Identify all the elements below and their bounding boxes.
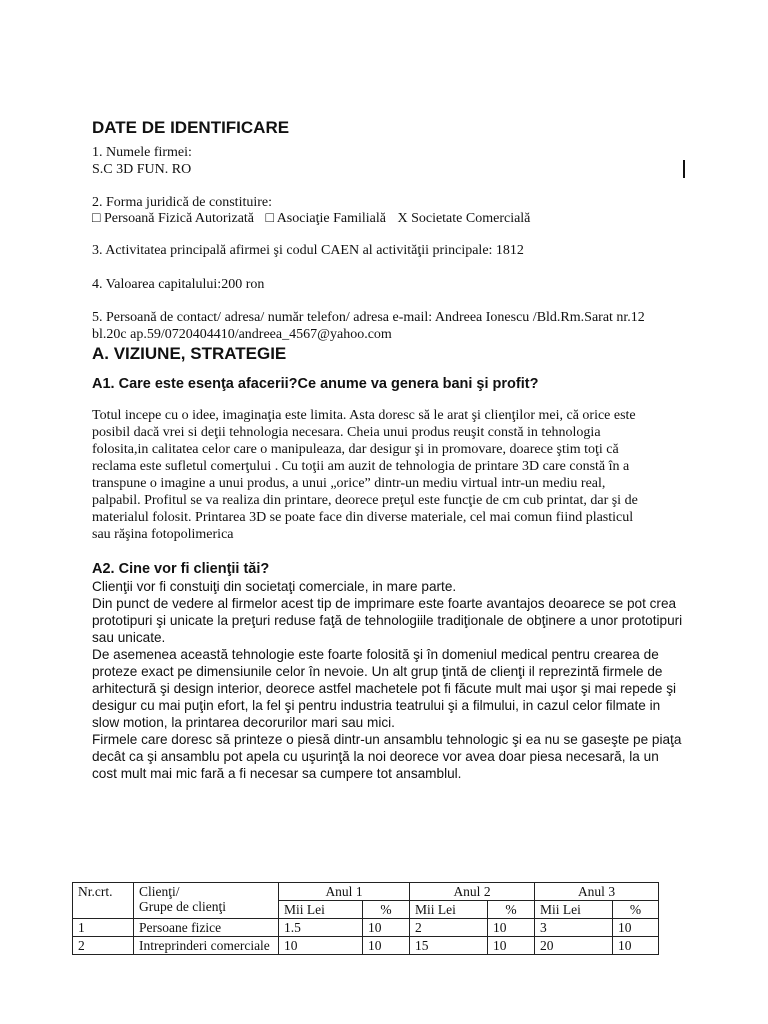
firm-name-value: S.C 3D FUN. RO xyxy=(92,162,192,177)
cell-an1-mii: 1.5 xyxy=(279,919,363,937)
header-an3: Anul 3 xyxy=(535,883,659,901)
header-an2: Anul 2 xyxy=(410,883,535,901)
table-row xyxy=(73,937,659,955)
a2-line: De asemenea această tehnologie este foarte folosită şi în domeniul medical pentru crearea de xyxy=(92,647,659,662)
a1-paragraph xyxy=(92,407,724,543)
a2-paragraph xyxy=(92,578,724,782)
text-cursor xyxy=(683,160,685,178)
a1-line: posibil dacă vrei si deţii tehnologia necesara. Cheia unui produs reuşit constă in tehnologia xyxy=(92,425,601,440)
cell-an3-pct: 10 xyxy=(613,937,659,955)
header-clienti xyxy=(134,883,279,919)
section-title-identificare: DATE DE IDENTIFICARE xyxy=(92,118,290,137)
header-nr: Nr.crt. xyxy=(73,883,134,919)
a2-heading: A2. Cine vor fi clienţii tăi? xyxy=(92,561,270,577)
legal-form-option-af[interactable]: □ Asociaţie Familială xyxy=(265,211,386,226)
a2-line: desigur cu mai puţin efort, la fel şi pentru industria teatrului şi a filmului, in cazul celor filmate in xyxy=(92,698,661,713)
a1-line: palpabil. Profitul se va realiza din printare, deorece preţul este funcţie de cm cub printat, dar şi de xyxy=(92,493,638,508)
header-clienti-line1: Clienţi/ xyxy=(139,884,180,899)
a1-line: sau răşina fotopolimerica xyxy=(92,527,234,542)
legal-form-options xyxy=(92,210,530,227)
subheader-pct: % xyxy=(613,901,659,919)
a2-line: cost mult mai mic fară a fi necesar sa cumpere tot ansamblul. xyxy=(92,766,462,781)
a2-line: Clienţii vor fi constuiţi din societaţi comerciale, in mare parte. xyxy=(92,579,457,594)
legal-form-label: 2. Forma juridică de constituire: xyxy=(92,195,273,210)
cell-an2-mii: 2 xyxy=(410,919,488,937)
cell-an1-pct: 10 xyxy=(363,937,410,955)
contact-line-2: bl.20c ap.59/0720404410/andreea_4567@yahoo.com xyxy=(92,327,392,342)
firm-name-label: 1. Numele firmei: xyxy=(92,145,192,160)
cell-client: Persoane fizice xyxy=(134,919,279,937)
cell-an2-pct: 10 xyxy=(488,919,535,937)
cell-an3-mii: 3 xyxy=(535,919,613,937)
cell-an3-pct: 10 xyxy=(613,919,659,937)
cell-an3-mii: 20 xyxy=(535,937,613,955)
a2-line: sau unicate. xyxy=(92,630,166,645)
header-clienti-line2: Grupe de clienţi xyxy=(139,899,226,914)
a1-line: reclama este sufletul comerţului . Cu toţii am auzit de tehnologia de printare 3D care constă în a xyxy=(92,459,630,474)
a2-line: Firmele care doresc să printeze o piesă dintr-un ansamblu tehnologic şi ea nu se gaseşte pe piaţa xyxy=(92,732,682,747)
a1-line: Totul incepe cu o idee, imaginaţia este limita. Asta doresc să le arat şi clienţilor mei, că orice este xyxy=(92,408,636,423)
cell-client: Intreprinderi comerciale xyxy=(134,937,279,955)
capital-value: 4. Valoarea capitalului:200 ron xyxy=(92,277,265,292)
a2-line: prototipuri şi unicate la preţuri reduse faţă de tehnologiile tradiţionale de obţinere a unor prototipuri xyxy=(92,613,683,628)
legal-form-option-sc[interactable]: X Societate Comercială xyxy=(397,211,531,226)
a2-line: decât ca şi ansamblu pot apela cu uşurinţă la noi deorece vor avea doar piesa necesară, la un xyxy=(92,749,659,764)
cell-an2-mii: 15 xyxy=(410,937,488,955)
cell-nr: 1 xyxy=(73,919,134,937)
section-title-viziune: A. VIZIUNE, STRATEGIE xyxy=(92,344,287,363)
a2-line: Din punct de vedere al firmelor acest tip de imprimare este foarte avantajos deoarece se pot crea xyxy=(92,596,677,611)
subheader-pct: % xyxy=(488,901,535,919)
table-header-row xyxy=(73,883,659,901)
a1-line: folosita,in calitatea celor care o manipuleaza, dar desigur şi in promovare, doarece ştim toţi că xyxy=(92,442,619,457)
clients-table xyxy=(72,882,659,955)
a1-line: materialul folosit. Printarea 3D se poate face din diverse materiale, cel mai comun fiind plasticul xyxy=(92,510,634,525)
header-an1: Anul 1 xyxy=(279,883,410,901)
subheader-mii: Mii Lei xyxy=(410,901,488,919)
subheader-pct: % xyxy=(363,901,410,919)
legal-form-option-pfa[interactable]: □ Persoană Fizică Autorizată xyxy=(92,211,255,226)
table-row xyxy=(73,919,659,937)
subheader-mii: Mii Lei xyxy=(279,901,363,919)
contact-line-1: 5. Persoană de contact/ adresa/ număr telefon/ adresa e-mail: Andreea Ionescu /Bld.Rm.Sarat nr.12 xyxy=(92,310,645,325)
a2-line: arhitectură şi design interior, deorece astfel machetele pot fi făcute mult mai uşor şi mai repede şi xyxy=(92,681,677,696)
cell-an1-pct: 10 xyxy=(363,919,410,937)
a2-line: proteze exact pe dimensiunile celor în nevoie. Un alt grup ţintă de clienţi il reprezintă firmele de xyxy=(92,664,663,679)
cell-nr: 2 xyxy=(73,937,134,955)
main-activity: 3. Activitatea principală afirmei şi codul CAEN al activităţii principale: 1812 xyxy=(92,243,524,258)
subheader-mii: Mii Lei xyxy=(535,901,613,919)
a1-line: transpune o imagine a unui produs, a unui „orice” dintr-un mediu virtual intr-un mediu real, xyxy=(92,476,606,491)
cell-an2-pct: 10 xyxy=(488,937,535,955)
cell-an1-mii: 10 xyxy=(279,937,363,955)
a1-heading: A1. Care este esenţa afacerii?Ce anume va genera bani şi profit? xyxy=(92,376,539,392)
a2-line: slow motion, la printarea decorurilor mari sau mici. xyxy=(92,715,395,730)
